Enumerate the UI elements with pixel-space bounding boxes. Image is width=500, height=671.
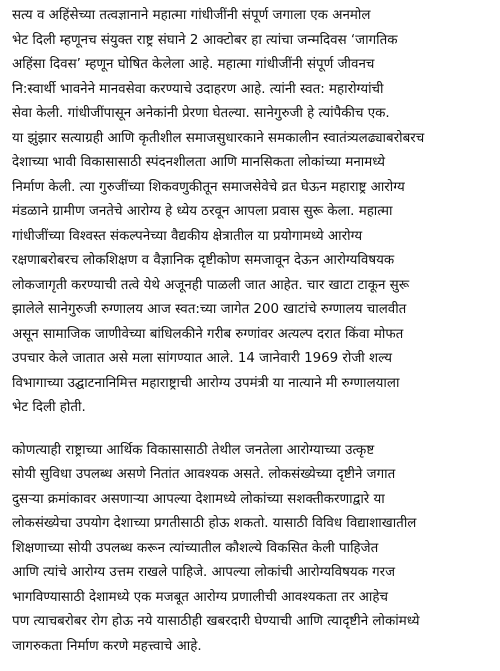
paragraph-spacer [12, 421, 490, 439]
text-line: आणि त्यांचे आरोग्य उत्तम राखले पाहिजे. आपल्या लोकांची आरोग्यविषयक गरज [12, 565, 396, 580]
text-line: गांधीजींच्या विश्वस्त संकल्पनेच्या वैद्यकीय क्षेत्रातील या प्रयोगामध्ये आरोग्य [12, 228, 363, 244]
text-line: असून सामाजिक जाणीवेच्या बांधिलकीने गरीब रुग्णांवर अत्यल्प दरात किंवा मोफत [12, 326, 404, 342]
text-line: दुसऱ्या क्रमांकावर असणाऱ्या आपल्या देशामध्ये लोकांच्या सशक्तीकरणाद्वारे या [12, 491, 385, 507]
text-line: सेवा केली. गांधीजींपासून अनेकांनी प्रेरणा घेतल्या. सानेगुरुजी हे त्यांपैकीच एक. [12, 106, 390, 121]
text-line: लोकसंख्येचा उपयोग देशाच्या प्रगतीसाठी होऊ शकतो. यासाठी विविध विद्याशाखातील [12, 516, 417, 531]
text-line: या झुंझार सत्याग्रही आणि कृतीशील समाजसुधारकाने समकालीन स्वातंत्र्यलढ्याबरोबरच [12, 130, 425, 146]
text-line: सत्य व अहिंसेच्या तत्वज्ञानाने महात्मा गांधीजींनी संपूर्ण जगाला एक अनमोल [12, 8, 371, 23]
text-line: विभागाच्या उद्घाटनानिमित्त महाराष्ट्राची आरोग्य उपमंत्री या नात्याने मी रुग्णालयाला [12, 375, 400, 391]
text-line: शिक्षणाच्या सोयी उपलब्ध करून त्यांच्यातील कौशल्ये विकसित केली पाहिजेत [12, 540, 379, 556]
text-line: देशाच्या भावी विकासासाठी स्पंदनशीलता आणि मानसिकता लोकांच्या मनामध्ये [12, 155, 386, 170]
text-line: झालेले सानेगुरुजी रुग्णालय आज स्वत:च्या जागेत 200 खाटांचे रुग्णालय चालवीत [12, 302, 407, 317]
text-line: लोकजागृती करण्याची तत्वे येथे अजूनही पाळली जात आहेत. चार खाटा टाकून सुरू [12, 277, 410, 293]
paragraph-1 [12, 4, 490, 421]
paragraph-2 [12, 439, 490, 660]
text-line: सोयी सुविधा उपलब्ध असणे नितांत आवश्यक असते. लोकसंख्येच्या दृष्टीने जगात [12, 467, 396, 482]
text-line: निर्माण केली. त्या गुरुजींच्या शिकवणुकीतून समाजसेवेचे व्रत घेऊन महाराष्ट्र आरोग्य [12, 179, 405, 195]
text-line: अहिंसा दिवस’ म्हणून घोषित केलेला आहे. महात्मा गांधीजींनी संपूर्ण जीवनच [12, 57, 375, 72]
text-line: उपचार केले जातात असे मला सांगण्यात आले. 14 जानेवारी 1969 रोजी शल्य [12, 351, 393, 366]
text-line: रक्षणाबरोबरच लोकशिक्षण व वैज्ञानिक दृष्टीकोण समजावून देऊन आरोग्यविषयक [12, 253, 395, 268]
text-line: मंडळाने ग्रामीण जनतेचे आरोग्य हे ध्येय ठरवून आपला प्रवास सुरू केला. महात्मा [12, 204, 393, 219]
text-line: कोणत्याही राष्ट्राच्या आर्थिक विकासासाठी तेथील जनतेला आरोग्याच्या उत्कृष्ट [12, 442, 375, 458]
text-line: भेट दिली म्हणूनच संयुक्त राष्ट्र संघाने 2 आक्टोबर हा त्यांचा जन्मदिवस ‘जागतिक [12, 32, 398, 48]
text-line: भेट दिली होती. [12, 400, 86, 415]
text-line: पण त्याचबरोबर रोग होऊ नये यासाठीही खबरदारी घेण्याची आणि त्यादृष्टीने लोकांमध्ये [12, 614, 420, 629]
text-line: भागविण्यासाठी देशामध्ये एक मजबूत आरोग्य प्रणालीची आवश्यकता तर आहेच [12, 589, 388, 605]
text-line: नि:स्वार्थी भावनेने मानवसेवा करण्याचे उदाहरण आहे. त्यांनी स्वत: महारोग्यांची [12, 81, 384, 97]
text-line: जागरुकता निर्माण करणे महत्त्वाचे आहे. [12, 638, 202, 654]
